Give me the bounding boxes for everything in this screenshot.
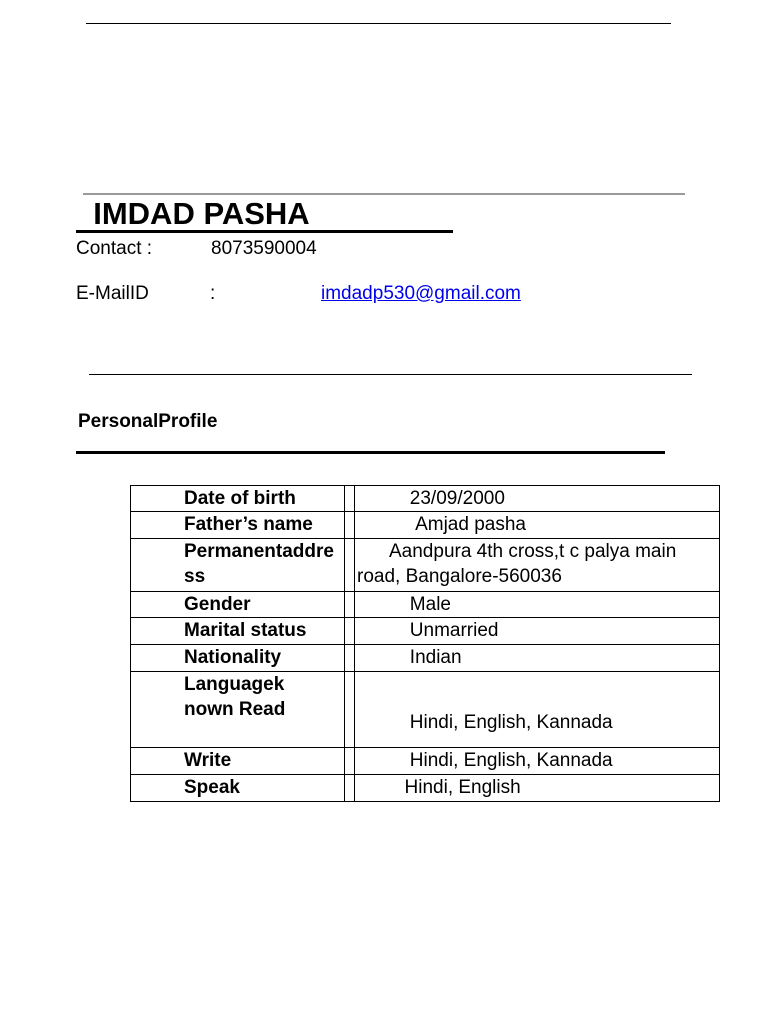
- row-value: Indian: [409, 647, 462, 668]
- row-label: Write: [131, 748, 345, 775]
- email-link[interactable]: imdadp530@gmail.com: [321, 283, 521, 304]
- row-label: Father’s name: [131, 512, 345, 539]
- table-row: [131, 486, 720, 512]
- contact-divider: [89, 374, 692, 375]
- table-row: [131, 748, 720, 775]
- row-label: Gender: [131, 592, 345, 618]
- row-value: Male: [409, 594, 451, 615]
- row-label: Speak: [131, 775, 345, 802]
- row-label: Marital status: [131, 618, 345, 645]
- header-divider: [83, 193, 685, 195]
- row-label: Nationality: [131, 645, 345, 672]
- name-underline: [76, 230, 453, 233]
- email-colon: :: [210, 283, 216, 304]
- table-row: [131, 672, 720, 748]
- table-row: [131, 512, 720, 539]
- row-value: Aandpura 4th cross,t c palya main road, Bangalore-560036: [357, 541, 677, 587]
- row-label: Date of birth: [131, 486, 345, 512]
- row-value: Hindi, English, Kannada: [409, 712, 613, 733]
- row-label: [131, 539, 345, 592]
- table-row: [131, 539, 720, 592]
- section-title-personal-profile: PersonalProfile: [78, 411, 218, 432]
- table-row: [131, 618, 720, 645]
- section-underline: [76, 451, 665, 454]
- table-row: [131, 645, 720, 672]
- row-value: Hindi, English, Kannada: [409, 750, 613, 771]
- row-value: 23/09/2000: [409, 488, 505, 509]
- row-value: Unmarried: [409, 620, 499, 641]
- top-divider: [86, 23, 671, 24]
- contact-phone: 8073590004: [211, 238, 317, 259]
- personal-profile-table: [130, 485, 720, 802]
- email-label: E-MailID: [76, 283, 149, 304]
- table-row: [131, 775, 720, 802]
- candidate-name: IMDAD PASHA: [93, 196, 310, 231]
- row-label-text: Languageknown Read: [184, 674, 286, 720]
- row-label: [131, 672, 345, 748]
- row-value: Hindi, English: [404, 777, 521, 798]
- row-value: Amjad pasha: [415, 514, 526, 535]
- table-row: [131, 592, 720, 618]
- contact-label: Contact :: [76, 238, 153, 259]
- row-label-text: Permanentaddress: [184, 541, 334, 587]
